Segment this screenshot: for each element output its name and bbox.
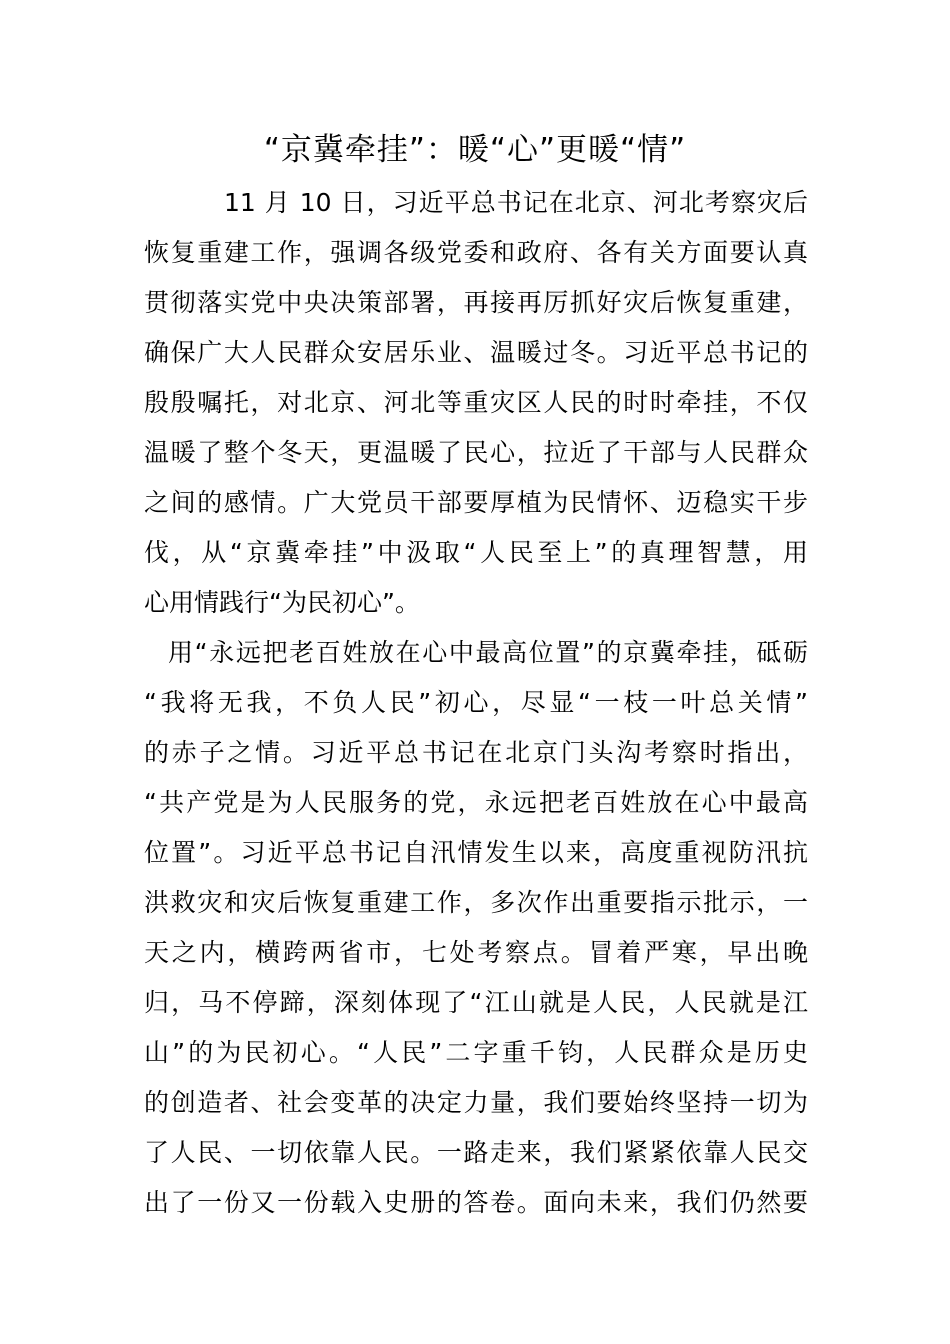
text-line: “我将无我，不负人民”初心，尽显“一枝一叶总关情” bbox=[144, 688, 808, 717]
text-line: 11 月 10 日，习近平总书记在北京、河北考察灾后 bbox=[224, 188, 808, 217]
document-title: “京冀牵挂”：暖“心”更暖“情” bbox=[263, 132, 687, 168]
text-line: 的赤子之情。习近平总书记在北京门头沟考察时指出， bbox=[144, 738, 808, 767]
text-line: 之间的感情。广大党员干部要厚植为民情怀、迈稳实干步 bbox=[144, 488, 808, 517]
text-line: 伐，从“京冀牵挂”中汲取“人民至上”的真理智慧，用 bbox=[144, 538, 808, 567]
text-line: 山”的为民初心。“人民”二字重千钧，人民群众是历史 bbox=[144, 1038, 808, 1067]
text-line: 确保广大人民群众安居乐业、温暖过冬。习近平总书记的 bbox=[144, 338, 808, 367]
text-line: 天之内，横跨两省市，七处考察点。冒着严寒，早出晚 bbox=[144, 938, 808, 967]
text-line: 了人民、一切依靠人民。一路走来，我们紧紧依靠人民交 bbox=[144, 1138, 808, 1167]
text-line: “共产党是为人民服务的党，永远把老百姓放在心中最高 bbox=[144, 788, 808, 817]
text-line: 位置”。习近平总书记自汛情发生以来，高度重视防汛抗 bbox=[144, 838, 808, 867]
text-line: 恢复重建工作，强调各级党委和政府、各有关方面要认真 bbox=[144, 238, 808, 267]
text-line: 归，马不停蹄，深刻体现了“江山就是人民，人民就是江 bbox=[144, 988, 808, 1017]
text-line: 殷殷嘱托，对北京、河北等重灾区人民的时时牵挂，不仅 bbox=[144, 388, 808, 417]
text-line: 用“永远把老百姓放在心中最高位置”的京冀牵挂，砥砺 bbox=[168, 638, 808, 667]
text-line: 心用情践行“为民初心”。 bbox=[144, 588, 420, 617]
paragraph-2 bbox=[144, 628, 808, 1228]
text-line: 出了一份又一份载入史册的答卷。面向未来，我们仍然要 bbox=[144, 1188, 808, 1217]
text-line: 洪救灾和灾后恢复重建工作，多次作出重要指示批示，一 bbox=[144, 888, 808, 917]
text-line: 贯彻落实党中央决策部署，再接再厉抓好灾后恢复重建， bbox=[144, 288, 808, 317]
text-line: 的创造者、社会变革的决定力量，我们要始终坚持一切为 bbox=[144, 1088, 808, 1117]
paragraph-1 bbox=[144, 178, 808, 628]
text-line: 温暖了整个冬天，更温暖了民心，拉近了干部与人民群众 bbox=[144, 438, 808, 467]
document-body bbox=[144, 178, 808, 1228]
